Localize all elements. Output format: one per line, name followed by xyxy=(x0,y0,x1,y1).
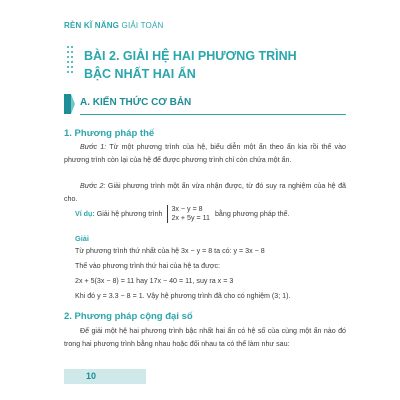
lesson-title-line-1: BÀI 2. GIẢI HỆ HAI PHƯƠNG TRÌNH xyxy=(84,49,297,63)
example-text-before: Giải hệ phương trình xyxy=(96,209,163,218)
step1-text: Từ một phương trình của hệ, biểu diễn một ẩn theo ẩn kia rồi thế vào phương trình còn lại của hệ để được phương trình chỉ còn chứa một ẩn. xyxy=(64,143,346,164)
equation-system xyxy=(167,205,210,223)
method1-step1 xyxy=(64,141,346,167)
section-divider xyxy=(80,114,346,115)
example-text-after: bằng phương pháp thế. xyxy=(214,209,290,218)
series-header xyxy=(64,21,164,30)
dots-decoration-icon xyxy=(67,46,79,80)
page-number: 10 xyxy=(86,371,97,381)
solution-line-4: Khi đó y = 3.3 − 8 = 1. Vậy hệ phương trình đã cho có nghiệm (3; 1). xyxy=(75,292,291,300)
method2-text: Để giải một hệ hai phương trình bậc nhất hai ẩn có hệ số của cùng một ẩn nào đó trong hai phương trình bằng nhau hoặc đối nhau ta có thể làm như sau: xyxy=(64,327,346,348)
lesson-title xyxy=(84,47,297,83)
example-line xyxy=(75,205,355,223)
solution-line-3: 2x + 5(3x − 8) = 11 hay 17x − 40 = 11, suy ra x = 3 xyxy=(75,277,234,285)
section-marker-icon xyxy=(64,94,71,114)
method1-heading: 1. Phương pháp thế xyxy=(64,128,155,139)
series-header-light: GIẢI TOÁN xyxy=(121,21,164,30)
method2-heading: 2. Phương pháp cộng đại số xyxy=(64,311,193,322)
step1-label: Bước 1: xyxy=(80,143,107,151)
series-header-bold: RÈN KĨ NĂNG xyxy=(64,21,120,30)
section-a-header xyxy=(64,93,346,117)
page-number-tab xyxy=(64,369,146,384)
solution-label: Giải xyxy=(75,234,89,243)
lesson-title-line-2: BẬC NHẤT HAI ẨN xyxy=(84,67,196,81)
step2-label: Bước 2: xyxy=(80,182,106,190)
equation-1: 3x − y = 8 xyxy=(171,205,203,213)
equation-2: 2x + 5y = 11 xyxy=(171,214,210,222)
section-a-title: A. KIẾN THỨC CƠ BẢN xyxy=(80,97,192,108)
method1-step2 xyxy=(64,180,346,206)
solution-line-1: Từ phương trình thứ nhất của hệ 3x − y = 8 ta có: y = 3x − 8 xyxy=(75,247,265,255)
example-label: Ví dụ: xyxy=(75,209,95,218)
solution-line-2: Thế vào phương trình thứ hai của hệ ta được: xyxy=(75,262,221,270)
step2-text: Giải phương trình một ẩn vừa nhận được, từ đó suy ra nghiệm của hệ đã cho. xyxy=(64,182,346,203)
